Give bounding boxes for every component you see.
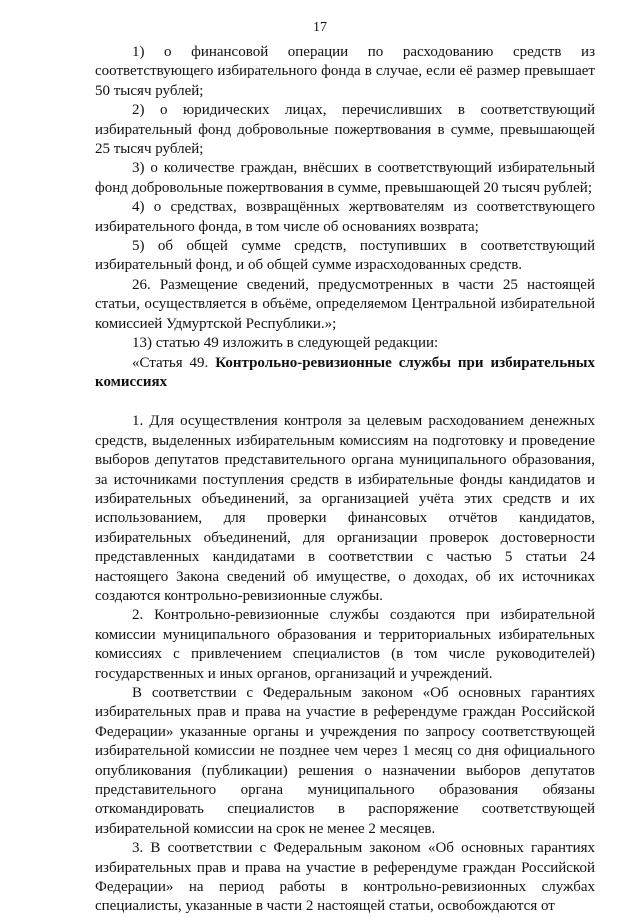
heading-spacer	[95, 392, 595, 412]
document-body	[95, 43, 595, 917]
page-number: 17	[313, 20, 327, 35]
article-part-2: 2. Контрольно-ревизионные службы создаются при избирательной комиссии муниципального образования и территориальных избирательных комиссиях с привлечением специалистов (в том числе руководителей) государственных и иных органов, организаций и учреждений.	[95, 607, 595, 682]
article-heading-title: Контрольно-ревизионные службы при избирательных комиссиях	[95, 354, 595, 390]
paragraph-26: 26. Размещение сведений, предусмотренных в части 25 настоящей статьи, осуществляется в объёме, определяемом Центральной избирательной комиссией Удмуртской Республики.»;	[95, 276, 595, 332]
article-heading	[95, 354, 595, 393]
list-item-1: 1) о финансовой операции по расходованию средств из соответствующего избирательного фонда в случае, если её размер превышает 50 тысяч рублей;	[95, 44, 595, 99]
list-item-5: 5) об общей сумме средств, поступивших в соответствующий избирательный фонд, и об общей сумме израсходованных средств.	[95, 238, 595, 274]
list-item-4: 4) о средствах, возвращённых жертвователям из соответствующего избирательного фонда, в том числе об основаниях возврата;	[95, 199, 595, 235]
list-item-2: 2) о юридических лицах, перечисливших в соответствующий избирательный фонд добровольные пожертвования в сумме, превышающей 25 тысяч рублей;	[95, 102, 595, 158]
list-item-3: 3) о количестве граждан, внёсших в соответствующий избирательный фонд добровольные пожертвования в сумме, превышающей 20 тысяч рублей;	[95, 160, 595, 196]
article-part-1: 1. Для осуществления контроля за целевым расходованием денежных средств, выделенных избирательным комиссиям на подготовку и проведение выборов депутатов представительного органа муниципального образования, за источниками поступления средств в избирательные фонды кандидатов и избирательных объединений, за организацией учёта этих средств и их использованием, для проверки финансовых отчётов кандидатов, избирательных объединений, для организации проверок достоверности представленных кандидатами в соответствии с частью 5 статьи 24 настоящего Закона сведений об имуществе, о доходах, об их источниках создаются контрольно-ревизионные службы.	[95, 413, 595, 604]
article-part-3: 3. В соответствии с Федеральным законом «Об основных гарантиях избирательных прав и права на участие в референдуме граждан Российской Федерации» на период работы в контрольно-ревизионных службах специалисты, указанные в части 2 настоящей статьи, освобождаются от	[95, 840, 595, 915]
amendment-13: 13) статью 49 изложить в следующей редакции:	[132, 335, 439, 352]
article-part-2-continued: В соответствии с Федеральным законом «Об основных гарантиях избирательных прав и права на участие в референдуме граждан Российской Федерации» указанные органы и учреждения по запросу соответствующей избирательной комиссии не позднее чем через 1 месяц со дня официального опубликования (публикации) решения о назначении выборов депутатов представительного органа муниципального образования обязаны откомандировать специалистов в распоряжение соответствующей избирательной комиссии на срок не менее 2 месяцев.	[95, 685, 595, 837]
article-heading-prefix: «Статья 49.	[132, 354, 216, 371]
